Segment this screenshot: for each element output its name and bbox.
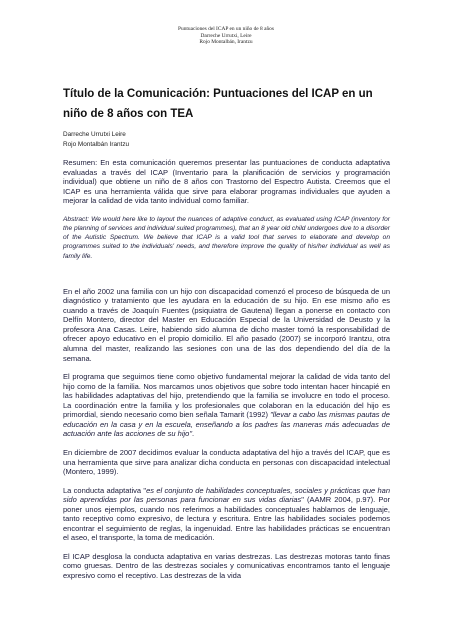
paragraph-2-text: El programa que seguimos tiene como objetivo fundamental mejorar la calidad de vida tanto del hijo como de la familia. Nos marcamos unos objetivos que sobre todo intentan hacer hincapié en las habilidades adaptativas del hijo, pretendiendo que la familia se involucre en todo el proceso. La coordinación entre la familia y los profesionales que colaboran en la educación del hijo es primordial, siendo necesario como bien señala Tamarit (1992) — [63, 372, 390, 420]
paragraph-4-rest: " (AAMR 2004, p.97). Por poner unos ejemplos, cuando nos referimos a habilidades conceptuales hablamos de lenguaje, tanto receptivo como expresivo, de lectura y escritura. Entre las habilidades sociales podemos encontrar el seguimiento de reglas, la ingenuidad. Entre las habilidades prácticas se encuentran el aseo, el transporte, la toma de medicación. — [63, 495, 390, 543]
document-body — [63, 84, 390, 590]
abstract-paragraph: Abstract: We would here like to layout the nuances of adaptive conduct, as evaluated using ICAP (inventory for the planning of services and individual suited programmes), that an 8 year old child undergoes due to a disorder of the Autistic Spectrum. We believe that ICAP is a valid tool that serves to elaborate and develop on programmes suited to the individuals' needs, and therefore improve the quality of his/her individual as well as family life. — [63, 215, 390, 260]
running-header-author-1: Darreche Urrutxi, Leire — [200, 32, 252, 39]
paragraph-4 — [63, 486, 390, 543]
paragraph-3: En diciembre de 2007 decidimos evaluar la conducta adaptativa del hijo a través del ICAP, que es una herramienta que sirve para analizar dicha conducta en personas con discapacidad intelectual (Montero, 1999). — [63, 447, 390, 477]
running-header — [0, 26, 452, 46]
paragraph-2-quote: "llevar a cabo las mismas pautas de educación en la casa y en la escuela, enseñando a los padres las maneras más adecuadas de actuación ante las acciones de su hijo" — [63, 410, 390, 439]
document-title: Título de la Comunicación: Puntuaciones del ICAP en un niño de 8 años con TEA — [63, 88, 373, 120]
author-1: Darreche Urrutxi Leire — [63, 131, 126, 138]
paragraph-2 — [63, 372, 390, 439]
paragraph-4-text: La conducta adaptativa " — [63, 485, 147, 495]
paragraph-4-quote: es el conjunto de habilidades conceptuales, sociales y prácticas que han sido aprendidas por las personas para funcionar en sus vidas diarias — [63, 485, 391, 505]
author-list — [63, 130, 390, 149]
author-2: Rojo Montalbán Irantzu — [63, 140, 130, 148]
paragraph-2-end: . — [192, 429, 195, 439]
running-header-title: Puntuaciones del ICAP en un niño de 8 años — [178, 26, 274, 32]
resumen-paragraph: Resumen: En esta comunicación queremos presentar las puntuaciones de conducta adaptativa evaluadas a través del ICAP (Inventario para la planificación de servicios y programación individual) que obtiene un niño de 8 años con Trastorno del Espectro Autista. Creemos que el ICAP es una herramienta válida que sirve para elaborar programas individuales que ayuden a mejorar la calidad de vida tanto individual como familiar. — [63, 158, 390, 206]
paragraph-1: En el año 2002 una familia con un hijo con discapacidad comenzó el proceso de búsqueda de un diagnóstico y tratamiento que les ayudara en la educación de su hijo. En ese mismo año es cuando a través de Joaquín Fuentes (psiquiatra de Gautena) llegan a ponerse en contacto con Delfín Montero, director del Master en Educación Especial de la Universidad de Deusto y la profesora Ana Casas. Leire, habiendo sido alumna de dicho master tomó la responsabilidad de ofrecer apoyo educativo en el propio domicilio. El año pasado (2007) se incorporó Irantzu, otra alumna del master, realizando las sesiones con una de las dos dependiendo del día de la semana. — [63, 286, 390, 363]
paragraph-5: El ICAP desglosa la conducta adaptativa en varias destrezas. Las destrezas motoras tanto finas como gruesas. Dentro de las destrezas sociales y comunicativas encontramos tanto el lenguaje expresivo como el receptivo. Las destrezas de la vida — [63, 551, 390, 580]
running-header-author-2: Rojo Montalbán, Irantzu — [199, 39, 253, 46]
